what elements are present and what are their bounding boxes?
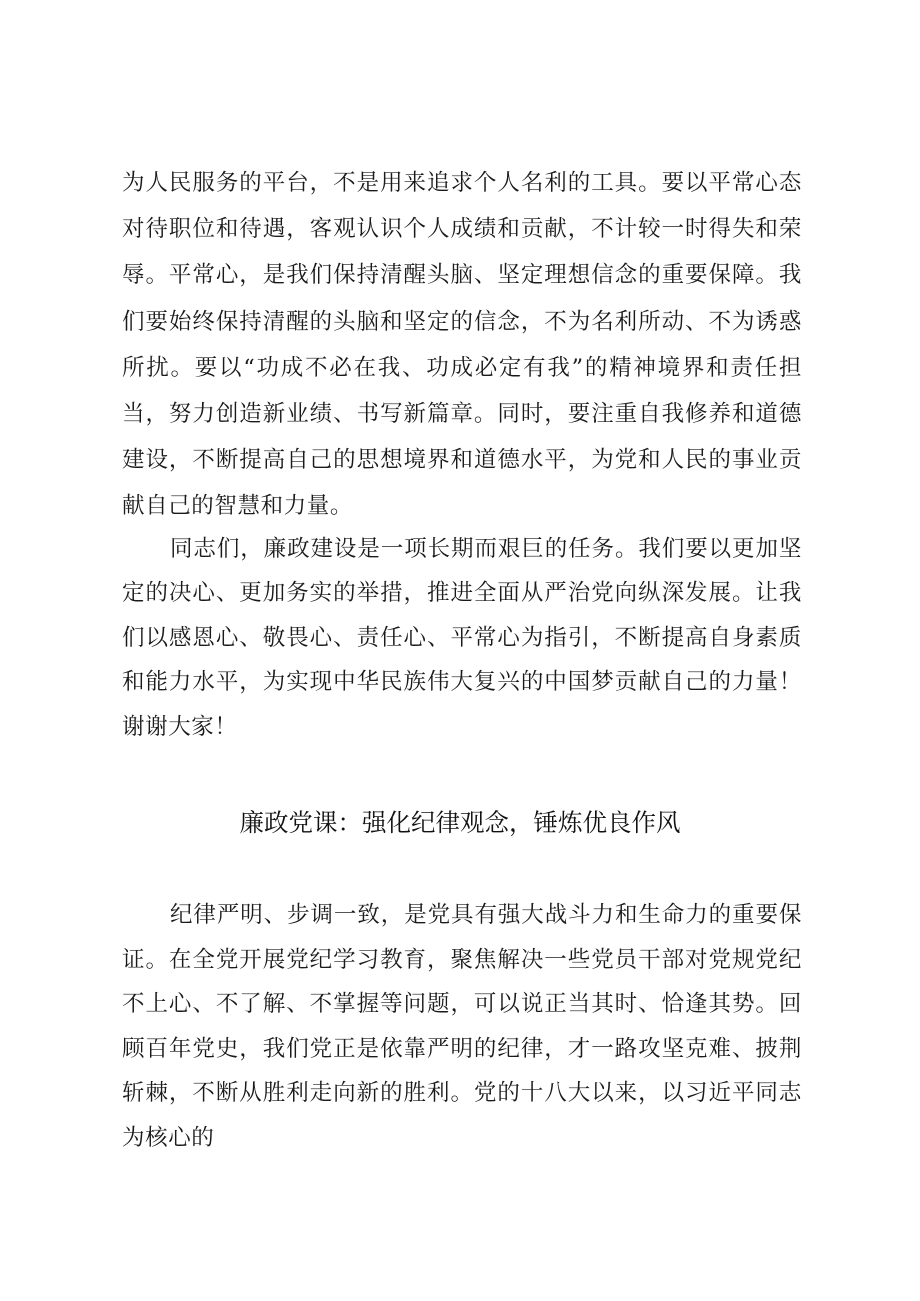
paragraph-section-intro: 纪律严明、步调一致，是党具有强大战斗力和生命力的重要保证。在全党开展党纪学习教育，聚焦解决一些党员干部对党规党纪不上心、不了解、不掌握等问题，可以说正当其时、恰逢其势。回顾百年党史，我们党正是依靠严明的纪律，才一路攻坚克难、披荆斩棘，不断从胜利走向新的胜利。党的十八大以来，以习近平同志为核心的: [122, 902, 802, 1151]
paragraph-closing: 同志们，廉政建设是一项长期而艰巨的任务。我们要以更加坚定的决心、更加务实的举措，推进全面从严治党向纵深发展。让我们以感恩心、敬畏心、责任心、平常心为指引，不断提高自身素质和能力水平，为实现中华民族伟大复兴的中国梦贡献自己的力量！谢谢大家！: [122, 536, 802, 740]
section-title: 廉政党课：强化纪律观念，锤炼优良作风: [239, 808, 681, 837]
paragraph-continuation: 为人民服务的平台，不是用来追求个人名利的工具。要以平常心态对待职位和待遇，客观认识个人成绩和贡献，不计较一时得失和荣辱。平常心，是我们保持清醒头脑、坚定理想信念的重要保障。我们要始终保持清醒的头脑和坚定的信念，不为名利所动、不为诱惑所扰。要以“功成不必在我、功成必定有我”的精神境界和责任担当，努力创造新业绩、书写新篇章。同时，要注重自我修养和道德建设，不断提高自己的思想境界和道德水平，为党和人民的事业贡献自己的智慧和力量。: [122, 170, 802, 520]
